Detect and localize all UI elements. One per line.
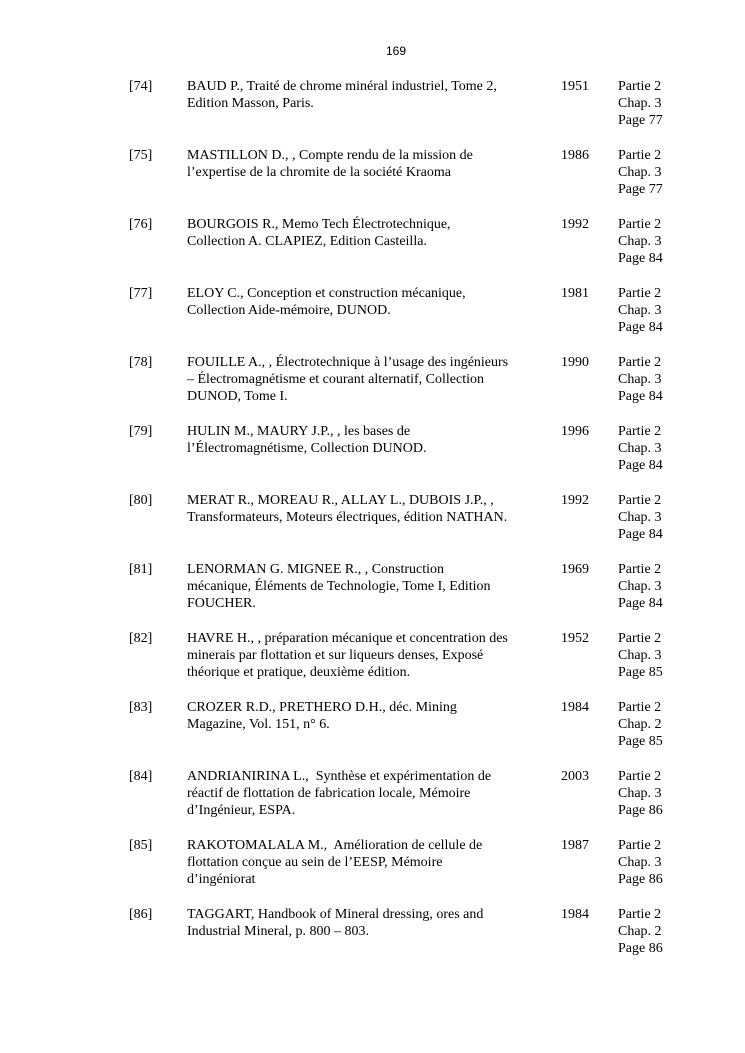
citation-line: Magazine, Vol. 151, n° 6. [187, 717, 330, 733]
reference-number: [81] [129, 562, 153, 577]
reference-citation [187, 285, 537, 319]
location-chap: Chap. 3 [618, 510, 662, 526]
reference-entry [0, 630, 745, 690]
citation-line: minerais par flottation et sur liqueurs denses, Exposé [187, 648, 484, 664]
citation-line: l’expertise de la chromite de la société Kraoma [187, 165, 451, 181]
citation-line: Transformateurs, Moteurs électriques, édition NATHAN. [187, 510, 508, 526]
location-chap: Chap. 3 [618, 372, 662, 388]
citation-line: théorique et pratique, deuxième édition. [187, 665, 411, 681]
location-page: Page 85 [618, 734, 663, 750]
citation-line: Collection A. CLAPIEZ, Edition Casteilla. [187, 234, 427, 250]
citation-line: MERAT R., MOREAU R., ALLAY L., DUBOIS J.P., , [187, 493, 494, 508]
reference-year: 1984 [561, 907, 589, 922]
citation-line: – Électromagnétisme et courant alternatif, Collection [187, 372, 485, 388]
reference-entry [0, 906, 745, 966]
citation-line: l’Électromagnétisme, Collection DUNOD. [187, 441, 427, 457]
citation-line: CROZER R.D., PRETHERO D.H., déc. Mining [187, 700, 457, 715]
location-page: Page 86 [618, 872, 663, 888]
citation-line: réactif de flottation de fabrication locale, Mémoire [187, 786, 471, 802]
reference-number: [78] [129, 355, 153, 370]
reference-number: [84] [129, 769, 153, 784]
citation-line: FOUCHER. [187, 596, 256, 612]
citation-line: ANDRIANIRINA L., Synthèse et expérimentation de [187, 769, 492, 784]
reference-entry [0, 285, 745, 345]
location-part: Partie 2 [618, 286, 662, 301]
location-chap: Chap. 3 [618, 303, 662, 319]
page-number: 169 [385, 44, 407, 58]
location-part: Partie 2 [618, 355, 662, 370]
location-chap: Chap. 2 [618, 717, 662, 733]
reference-citation [187, 147, 537, 181]
citation-line: d’ingéniorat [187, 872, 256, 888]
reference-location [618, 285, 663, 337]
reference-number: [85] [129, 838, 153, 853]
reference-number: [86] [129, 907, 153, 922]
citation-line: d’Ingénieur, ESPA. [187, 803, 296, 819]
location-part: Partie 2 [618, 631, 662, 646]
reference-citation [187, 561, 537, 613]
reference-number: [82] [129, 631, 153, 646]
citation-line: TAGGART, Handbook of Mineral dressing, ores and [187, 907, 484, 922]
location-chap: Chap. 3 [618, 579, 662, 595]
location-chap: Chap. 3 [618, 96, 662, 112]
reference-citation [187, 837, 537, 889]
reference-year: 2003 [561, 769, 589, 784]
citation-line: Collection Aide-mémoire, DUNOD. [187, 303, 391, 319]
location-page: Page 84 [618, 458, 663, 474]
citation-line: HAVRE H., , préparation mécanique et concentration des [187, 631, 508, 646]
reference-location [618, 906, 663, 958]
reference-entry [0, 423, 745, 483]
location-chap: Chap. 3 [618, 165, 662, 181]
location-chap: Chap. 3 [618, 648, 662, 664]
reference-citation [187, 354, 537, 406]
location-page: Page 84 [618, 320, 663, 336]
location-chap: Chap. 3 [618, 441, 662, 457]
location-part: Partie 2 [618, 148, 662, 163]
reference-entry [0, 147, 745, 207]
reference-entry [0, 699, 745, 759]
reference-location [618, 492, 663, 544]
reference-location [618, 216, 663, 268]
citation-line: BAUD P., Traité de chrome minéral industriel, Tome 2, [187, 79, 497, 94]
citation-line: BOURGOIS R., Memo Tech Électrotechnique, [187, 217, 451, 232]
citation-line: LENORMAN G. MIGNEE R., , Construction [187, 562, 445, 577]
location-chap: Chap. 3 [618, 855, 662, 871]
citation-line: RAKOTOMALALA M., Amélioration de cellule de [187, 838, 483, 853]
location-part: Partie 2 [618, 907, 662, 922]
reference-number: [77] [129, 286, 153, 301]
location-page: Page 86 [618, 941, 663, 957]
reference-location [618, 561, 663, 613]
location-part: Partie 2 [618, 79, 662, 94]
reference-number: [74] [129, 79, 153, 94]
reference-year: 1992 [561, 217, 589, 232]
reference-year: 1969 [561, 562, 589, 577]
reference-entry [0, 78, 745, 138]
reference-year: 1990 [561, 355, 589, 370]
citation-line: flottation conçue au sein de l’EESP, Mémoire [187, 855, 443, 871]
reference-citation [187, 492, 537, 526]
reference-location [618, 423, 663, 475]
reference-number: [76] [129, 217, 153, 232]
location-page: Page 84 [618, 251, 663, 267]
reference-entry [0, 837, 745, 897]
location-part: Partie 2 [618, 838, 662, 853]
location-page: Page 84 [618, 596, 663, 612]
reference-entry [0, 768, 745, 828]
reference-year: 1952 [561, 631, 589, 646]
reference-location [618, 768, 663, 820]
citation-line: ELOY C., Conception et construction mécanique, [187, 286, 466, 301]
reference-year: 1986 [561, 148, 589, 163]
location-page: Page 84 [618, 389, 663, 405]
reference-location [618, 630, 663, 682]
citation-line: Industrial Mineral, p. 800 – 803. [187, 924, 369, 940]
reference-entry [0, 561, 745, 621]
reference-year: 1987 [561, 838, 589, 853]
location-part: Partie 2 [618, 493, 662, 508]
reference-location [618, 699, 663, 751]
reference-citation [187, 699, 537, 733]
location-page: Page 84 [618, 527, 663, 543]
location-part: Partie 2 [618, 769, 662, 784]
reference-citation [187, 768, 537, 820]
location-page: Page 86 [618, 803, 663, 819]
reference-location [618, 78, 663, 130]
location-page: Page 85 [618, 665, 663, 681]
reference-year: 1981 [561, 286, 589, 301]
reference-citation [187, 78, 537, 112]
citation-line: MASTILLON D., , Compte rendu de la mission de [187, 148, 473, 163]
reference-year: 1951 [561, 79, 589, 94]
location-chap: Chap. 3 [618, 786, 662, 802]
reference-number: [75] [129, 148, 153, 163]
reference-location [618, 147, 663, 199]
reference-number: [79] [129, 424, 153, 439]
reference-location [618, 837, 663, 889]
reference-year: 1996 [561, 424, 589, 439]
reference-citation [187, 423, 537, 457]
reference-year: 1992 [561, 493, 589, 508]
location-part: Partie 2 [618, 700, 662, 715]
reference-citation [187, 630, 537, 682]
location-page: Page 77 [618, 182, 663, 198]
location-chap: Chap. 3 [618, 234, 662, 250]
reference-citation [187, 906, 537, 940]
reference-number: [83] [129, 700, 153, 715]
location-part: Partie 2 [618, 424, 662, 439]
location-part: Partie 2 [618, 217, 662, 232]
reference-number: [80] [129, 493, 153, 508]
location-part: Partie 2 [618, 562, 662, 577]
citation-line: mécanique, Éléments de Technologie, Tome I, Edition [187, 579, 491, 595]
citation-line: FOUILLE A., , Électrotechnique à l’usage des ingénieurs [187, 355, 509, 370]
reference-location [618, 354, 663, 406]
reference-citation [187, 216, 537, 250]
citation-line: DUNOD, Tome I. [187, 389, 288, 405]
location-page: Page 77 [618, 113, 663, 129]
reference-entry [0, 492, 745, 552]
location-chap: Chap. 2 [618, 924, 662, 940]
reference-year: 1984 [561, 700, 589, 715]
reference-entry [0, 354, 745, 414]
citation-line: Edition Masson, Paris. [187, 96, 314, 112]
reference-entry [0, 216, 745, 276]
citation-line: HULIN M., MAURY J.P., , les bases de [187, 424, 411, 439]
